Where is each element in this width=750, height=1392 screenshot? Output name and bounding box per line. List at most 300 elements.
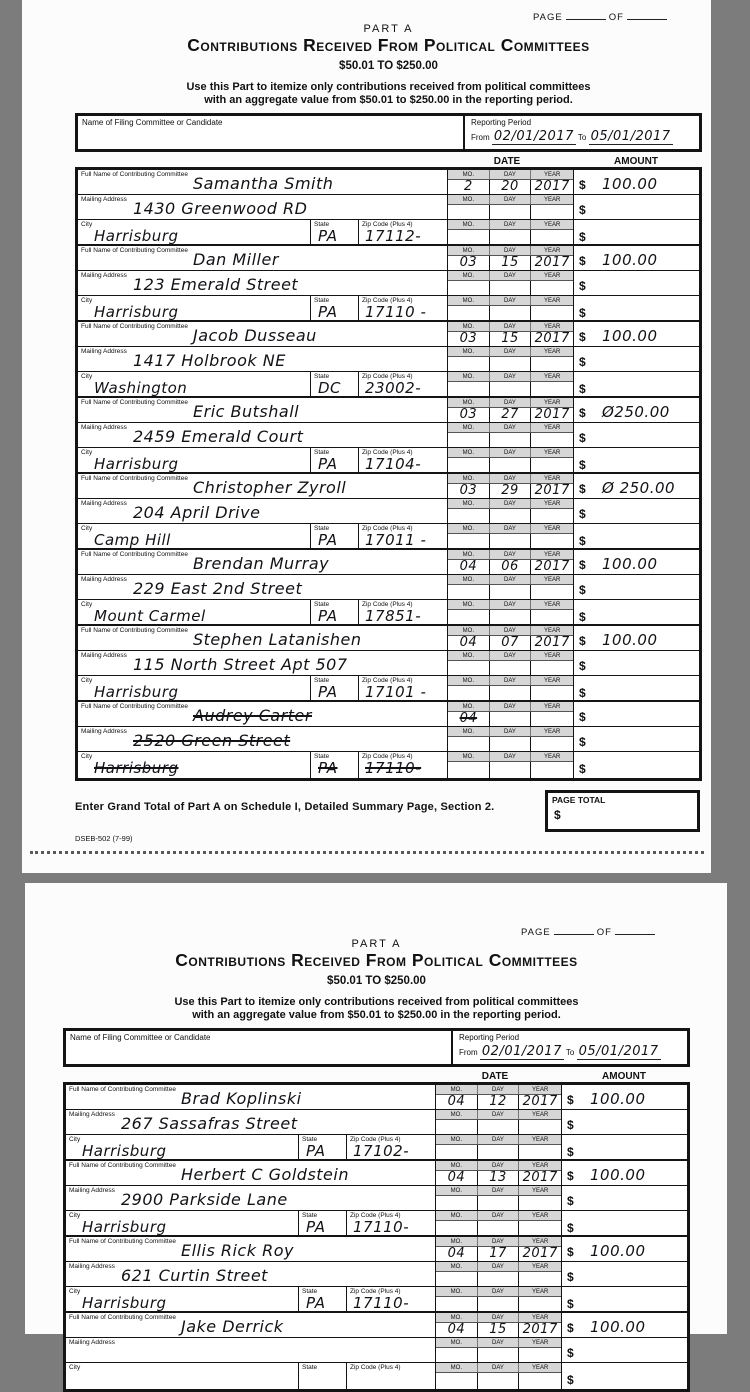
mo-label: MO. (448, 676, 490, 685)
date-values (436, 1120, 561, 1134)
dollar-sign: $ (567, 1093, 574, 1107)
month-value: 03 (448, 332, 490, 346)
mo-label: MO. (448, 499, 490, 508)
dollar-sign: $ (567, 1270, 574, 1284)
name-label: Full Name of Contributing Committee (69, 1162, 176, 1169)
amount-value: Ø 250.00 (602, 479, 676, 497)
address-value: 1430 Greenwood RD (133, 199, 308, 218)
dollar-sign: $ (579, 458, 586, 472)
dollar-sign: $ (579, 507, 586, 521)
date-cell (447, 372, 573, 398)
amount-cell (561, 1338, 687, 1362)
date-values (448, 509, 573, 523)
form-title: Contributions Received From Political Committees (175, 950, 578, 970)
month-value: 03 (448, 256, 490, 270)
entry-name-row (78, 550, 699, 575)
city-label: City (69, 1288, 81, 1295)
mo-label: MO. (448, 220, 490, 229)
address-value: 229 East 2nd Street (133, 579, 303, 598)
state-value: PA (318, 227, 338, 245)
zip-label: Zip Code (Plus 4) (350, 1212, 401, 1219)
amount-cell (573, 398, 699, 422)
date-cell (447, 322, 573, 346)
to-label: To (565, 1048, 575, 1057)
city-label: City (81, 677, 93, 684)
dollar-sign: $ (579, 558, 586, 572)
mo-label: MO. (448, 448, 490, 457)
city-state-zip-cell (78, 524, 447, 550)
city-cell (78, 524, 311, 550)
date-cell (447, 271, 573, 295)
date-cell (447, 220, 573, 246)
reporting-period-label: Reporting Period (471, 118, 532, 127)
state-label: State (314, 601, 330, 608)
contributor-name-value: Brendan Murray (193, 554, 330, 573)
zip-label: Zip Code (Plus 4) (362, 601, 413, 608)
city-cell (78, 296, 311, 322)
zip-cell (359, 524, 447, 550)
name-label: Full Name of Contributing Committee (81, 551, 188, 558)
dollar-sign: $ (579, 203, 586, 217)
day-label: DAY (490, 246, 532, 255)
reporting-period-label: Reporting Period (459, 1033, 520, 1042)
city-label: City (81, 221, 93, 228)
amount-cell (573, 246, 699, 270)
city-state-zip-cell (78, 372, 447, 398)
page-total-dollar-sign: $ (554, 808, 561, 822)
dollar-sign: $ (579, 735, 586, 749)
year-value (531, 712, 573, 726)
date-header-strip (448, 752, 573, 762)
year-label: YEAR (544, 653, 561, 659)
date-values (448, 560, 573, 574)
contributor-name-value: Eric Butshall (193, 402, 300, 421)
contribution-entry (78, 702, 699, 778)
date-header-strip (448, 347, 573, 357)
name-cell (66, 1085, 435, 1109)
date-cell (435, 1135, 561, 1161)
entry-name-row (78, 322, 699, 347)
contribution-entry (78, 170, 699, 246)
day-label: DAY (490, 676, 532, 685)
contribution-entry (66, 1085, 687, 1161)
year-label: YEAR (544, 552, 561, 558)
mo-label: MO. (436, 1161, 478, 1170)
date-cell (447, 600, 573, 626)
zip-cell (347, 1211, 435, 1237)
state-value: DC (318, 379, 342, 397)
of-label: OF (608, 12, 624, 23)
reporting-period-row (459, 1044, 661, 1059)
mo-label: MO. (436, 1211, 478, 1220)
zip-cell (359, 372, 447, 398)
contributor-name-value: Samantha Smith (193, 174, 334, 193)
city-state-zip-cell (66, 1363, 435, 1389)
dollar-sign: $ (579, 610, 586, 624)
page-number-blank (566, 10, 606, 20)
amount-cell (561, 1135, 687, 1161)
date-cell (447, 448, 573, 474)
day-label: DAY (490, 296, 532, 305)
date-values (436, 1196, 561, 1210)
year-label: YEAR (532, 1213, 549, 1219)
address-label: Mailing Address (81, 348, 127, 355)
city-label: City (69, 1212, 81, 1219)
date-cell (447, 195, 573, 219)
entry-address-row (78, 575, 699, 600)
dollar-sign: $ (579, 659, 586, 673)
zip-cell (359, 600, 447, 626)
year-value: 2017 (534, 331, 570, 346)
day-value: 15 (478, 1323, 520, 1337)
dollar-sign: $ (567, 1145, 574, 1159)
form-subtitle: $50.01 TO $250.00 (339, 60, 438, 72)
date-header-strip (448, 600, 573, 610)
state-cell (311, 220, 359, 246)
city-label: City (81, 753, 93, 760)
day-label: DAY (490, 752, 532, 761)
day-label: DAY (490, 575, 532, 584)
page-label: PAGE (521, 927, 551, 938)
state-value: PA (318, 455, 338, 473)
city-cell (78, 752, 311, 778)
entry-name-row (66, 1085, 687, 1110)
state-cell (299, 1287, 347, 1313)
city-cell (66, 1287, 299, 1313)
filing-committee-box (63, 1028, 690, 1067)
contribution-entry (78, 322, 699, 398)
year-label: YEAR (532, 1137, 549, 1143)
date-values (448, 585, 573, 599)
dollar-sign: $ (567, 1245, 574, 1259)
year-value: 2017 (522, 1094, 558, 1109)
year-label: YEAR (544, 602, 561, 608)
date-header-strip (448, 499, 573, 509)
day-value: 07 (490, 636, 532, 650)
address-value: 2520 Green Street (133, 731, 291, 750)
state-value: PA (318, 531, 338, 549)
city-state-zip-cell (78, 296, 447, 322)
mo-label: MO. (448, 271, 490, 280)
address-cell (66, 1262, 435, 1286)
state-value: PA (306, 1218, 326, 1236)
name-cell (78, 322, 447, 346)
date-header-strip (448, 676, 573, 686)
year-label: YEAR (544, 197, 561, 203)
zip-cell (359, 676, 447, 702)
amount-cell (573, 702, 699, 726)
address-cell (66, 1110, 435, 1134)
day-value: 13 (478, 1171, 520, 1185)
amount-cell (573, 423, 699, 447)
state-value: PA (318, 683, 338, 701)
mo-label: MO. (448, 296, 490, 305)
dollar-sign: $ (567, 1221, 574, 1235)
date-cell (435, 1085, 561, 1109)
instructions-line-2: with an aggregate value from $50.01 to $250.00 in the reporting period. (192, 1009, 561, 1021)
zip-label: Zip Code (Plus 4) (362, 221, 413, 228)
date-cell (447, 398, 573, 422)
state-label: State (302, 1364, 318, 1371)
year-label: YEAR (544, 298, 561, 304)
zip-cell (347, 1287, 435, 1313)
date-values (448, 382, 573, 398)
city-cell (78, 600, 311, 626)
name-cell (66, 1161, 435, 1185)
entry-name-row (78, 474, 699, 499)
city-cell (78, 676, 311, 702)
contributor-name-value: Jake Derrick (181, 1317, 284, 1336)
entry-city-row (78, 752, 699, 778)
state-label: State (314, 221, 330, 228)
day-label: DAY (490, 651, 532, 660)
day-value: 29 (490, 484, 532, 498)
zip-label: Zip Code (Plus 4) (362, 297, 413, 304)
date-cell (447, 676, 573, 702)
date-header-strip (448, 220, 573, 230)
name-label: Full Name of Contributing Committee (81, 703, 188, 710)
form-number: DSEB-502 (7-99) (75, 834, 133, 843)
date-header-strip (436, 1135, 561, 1145)
city-label: City (81, 373, 93, 380)
zip-cell (359, 296, 447, 322)
name-label: Full Name of Contributing Committee (69, 1086, 176, 1093)
instructions-line-1: Use this Part to itemize only contributions received from political committees (174, 996, 579, 1008)
city-value: Camp Hill (94, 531, 171, 549)
name-label: Full Name of Contributing Committee (69, 1238, 176, 1245)
date-header-strip (448, 372, 573, 382)
date-cell (435, 1110, 561, 1134)
dollar-sign: $ (579, 710, 586, 724)
address-value: 2459 Emerald Court (133, 427, 304, 446)
date-values (448, 205, 573, 219)
zip-value: 17101 - (365, 683, 427, 701)
reporting-from-value: 02/01/2017 (481, 1044, 562, 1059)
state-value: PA (318, 303, 338, 321)
zip-cell (347, 1363, 435, 1389)
mo-label: MO. (436, 1363, 478, 1372)
address-label: Mailing Address (81, 424, 127, 431)
from-label: From (459, 1048, 478, 1057)
address-label: Mailing Address (81, 576, 127, 583)
city-value: Washington (94, 379, 188, 397)
entry-address-row (78, 195, 699, 220)
amount-cell (573, 600, 699, 626)
month-value: 04 (436, 1323, 478, 1337)
entry-address-row (66, 1186, 687, 1211)
year-label: YEAR (532, 1112, 549, 1118)
address-value: 267 Sassafras Street (121, 1114, 298, 1133)
date-cell (447, 626, 573, 650)
city-value: Harrisburg (94, 759, 179, 777)
zip-value: 17104- (365, 455, 422, 473)
day-value: 27 (490, 408, 532, 422)
zip-cell (359, 220, 447, 246)
amount-value: 100.00 (590, 1242, 646, 1260)
contribution-entry (78, 550, 699, 626)
entry-name-row (66, 1237, 687, 1262)
mo-label: MO. (436, 1110, 478, 1119)
day-value: 12 (478, 1095, 520, 1109)
mo-label: MO. (448, 195, 490, 204)
amount-cell (561, 1237, 687, 1261)
mo-label: MO. (436, 1287, 478, 1296)
date-cell (447, 702, 573, 726)
entry-address-row (66, 1338, 687, 1363)
city-state-zip-cell (66, 1211, 435, 1237)
amount-value: 100.00 (602, 631, 658, 649)
contributor-name-value: Ellis Rick Roy (181, 1241, 294, 1260)
year-value: 2017 (534, 635, 570, 650)
amount-cell (573, 296, 699, 322)
date-values (436, 1323, 561, 1337)
date-cell (447, 170, 573, 194)
month-value: 03 (448, 408, 490, 422)
entry-city-row (78, 600, 699, 626)
grand-total-note: Enter Grand Total of Part A on Schedule I, Detailed Summary Page, Section 2. (75, 801, 495, 813)
address-value: 115 North Street Apt 507 (133, 655, 348, 674)
date-header-strip (448, 195, 573, 205)
dollar-sign: $ (579, 279, 586, 293)
amount-value: 100.00 (590, 1318, 646, 1336)
entry-name-row (66, 1161, 687, 1186)
year-label: YEAR (544, 222, 561, 228)
name-cell (66, 1237, 435, 1261)
amount-cell (573, 347, 699, 371)
date-cell (435, 1287, 561, 1313)
address-cell (78, 651, 447, 675)
date-header-strip (448, 448, 573, 458)
amount-cell (573, 220, 699, 246)
zip-value: 17110 - (365, 303, 427, 321)
city-cell (66, 1363, 299, 1389)
city-label: City (81, 297, 93, 304)
zip-cell (359, 752, 447, 778)
date-cell (447, 727, 573, 751)
amount-value: 100.00 (602, 251, 658, 269)
entry-name-row (78, 702, 699, 727)
name-cell (78, 398, 447, 422)
page-total-blank (627, 10, 667, 20)
date-column-header: DATE (481, 1071, 509, 1082)
day-label: DAY (478, 1237, 520, 1246)
state-cell (311, 524, 359, 550)
name-label: Full Name of Contributing Committee (81, 171, 188, 178)
date-values (448, 408, 573, 422)
date-values (448, 458, 573, 474)
date-values (448, 610, 573, 626)
address-value: 123 Emerald Street (133, 275, 299, 294)
amount-cell (573, 372, 699, 398)
city-value: Harrisburg (94, 303, 179, 321)
year-label: YEAR (544, 678, 561, 684)
filing-name-label: Name of Filing Committee or Candidate (82, 118, 223, 127)
zip-label: Zip Code (Plus 4) (350, 1136, 401, 1143)
entry-address-row (78, 347, 699, 372)
filing-name-cell (66, 1031, 453, 1064)
state-label: State (314, 373, 330, 380)
year-label: YEAR (544, 729, 561, 735)
form-title: Contributions Received From Political Committees (187, 35, 590, 55)
day-value: 06 (490, 560, 532, 574)
day-label: DAY (490, 626, 532, 635)
date-header-strip (448, 271, 573, 281)
year-value: 2017 (534, 179, 570, 194)
day-label: DAY (478, 1313, 520, 1322)
address-cell (78, 575, 447, 599)
date-values (436, 1145, 561, 1161)
reporting-period-cell (465, 116, 699, 149)
year-value: 2017 (522, 1246, 558, 1261)
reporting-to-value: 05/01/2017 (590, 129, 671, 144)
amount-cell (573, 524, 699, 550)
amount-cell (561, 1110, 687, 1134)
amount-cell (573, 499, 699, 523)
part-heading: PART A (351, 938, 402, 950)
contributor-name-value: Audrey Carter (193, 706, 312, 725)
address-cell (78, 423, 447, 447)
amount-cell (561, 1262, 687, 1286)
date-header-strip (436, 1110, 561, 1120)
contributor-name-value: Brad Koplinski (181, 1089, 302, 1108)
mo-label: MO. (448, 702, 490, 711)
date-header-strip (436, 1186, 561, 1196)
year-label: YEAR (532, 1315, 549, 1321)
day-label: DAY (478, 1262, 520, 1271)
date-cell (447, 347, 573, 371)
date-header-strip (448, 727, 573, 737)
contributor-name-value: Jacob Dusseau (193, 326, 317, 345)
entry-address-row (78, 727, 699, 752)
mo-label: MO. (448, 600, 490, 609)
date-cell (447, 474, 573, 498)
dollar-sign: $ (579, 306, 586, 320)
state-label: State (314, 753, 330, 760)
state-value: PA (306, 1142, 326, 1160)
day-label: DAY (490, 398, 532, 407)
year-label: YEAR (544, 526, 561, 532)
city-label: City (69, 1364, 81, 1371)
zip-value: 17112- (365, 227, 422, 245)
date-values (448, 636, 573, 650)
entry-city-row (78, 676, 699, 702)
address-cell (78, 727, 447, 751)
city-value: Harrisburg (82, 1142, 167, 1160)
year-label: YEAR (544, 172, 561, 178)
date-column-header: DATE (493, 156, 521, 167)
day-label: DAY (478, 1186, 520, 1195)
address-label: Mailing Address (81, 272, 127, 279)
address-value: 204 April Drive (133, 503, 261, 522)
amount-cell (561, 1186, 687, 1210)
contribution-entry (66, 1313, 687, 1389)
dollar-sign: $ (579, 355, 586, 369)
city-value: Harrisburg (94, 455, 179, 473)
date-header-strip (436, 1287, 561, 1297)
day-label: DAY (490, 448, 532, 457)
city-cell (66, 1135, 299, 1161)
name-cell (78, 474, 447, 498)
day-label: DAY (478, 1110, 520, 1119)
mo-label: MO. (448, 474, 490, 483)
amount-value: Ø250.00 (602, 403, 670, 421)
date-values (436, 1221, 561, 1237)
day-label: DAY (478, 1287, 520, 1296)
mo-label: MO. (436, 1135, 478, 1144)
state-value: PA (318, 759, 338, 777)
entry-city-row (78, 296, 699, 322)
address-cell (78, 499, 447, 523)
